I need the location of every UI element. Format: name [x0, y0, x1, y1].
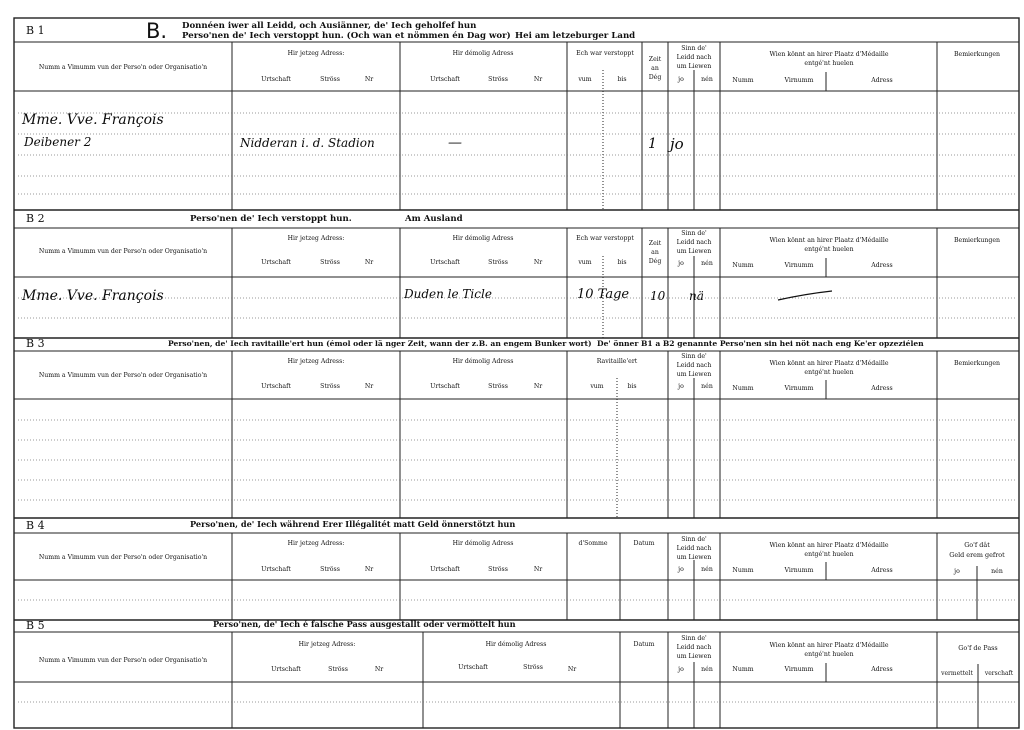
b4-gof-jo: jo [954, 568, 960, 575]
section-code-b5: B 5 [26, 619, 45, 632]
b2-jo: jo [678, 260, 684, 267]
b1-entry-days: 1 [648, 136, 657, 152]
b5-sinn-2: Leidd nach [676, 644, 712, 651]
b5-gof-pass: Go'f de Pass [958, 644, 998, 652]
b2-zeit-1: Zeit [648, 240, 662, 247]
b5-prev-addr-header: Hir démolig Adress [485, 641, 547, 648]
form-title-place: Hei am letzeburger Land [515, 31, 636, 41]
b4-prev-nr: Nr [533, 566, 543, 573]
b3-sinn-2: Leidd nach [676, 362, 712, 369]
b4-prev-addr-header: Hir démolig Adress [452, 540, 514, 547]
b2-verstoppt-header: Ech war verstoppt [576, 235, 634, 242]
b2-cur-nr: Nr [364, 259, 374, 266]
b2-cur-stross: Ströss [320, 259, 340, 266]
b3-numm: Numm [732, 385, 754, 392]
b4-cur-addr-header: Hir jetzeg Adress: [287, 540, 345, 547]
form-title-line2: Perso'nen de' Iech verstoppt hun. (Och wan et nömmen én Dag wor) [182, 31, 511, 41]
b2-sinn-1: Sinn de' [681, 230, 707, 237]
b5-adress: Adress [871, 666, 893, 673]
b4-numm: Numm [732, 567, 754, 574]
b2-wien-1: Wien könnt an hirer Plaatz d'Médaille [769, 237, 889, 244]
b2-sinn-2: Leidd nach [676, 239, 712, 246]
b5-prev-stross: Ströss [523, 664, 543, 671]
b1-cur-nr: Nr [364, 76, 374, 83]
b2-prev-addr-header: Hir démolig Adress [452, 235, 514, 242]
b1-prev-stross: Ströss [488, 76, 508, 83]
b3-sinn-1: Sinn de' [681, 353, 707, 360]
b2-numm: Numm [732, 262, 754, 269]
b1-sinn-1: Sinn de' [681, 45, 707, 52]
b4-name-header: Numm a Vimumm vun der Perso'n oder Organisatio'n [38, 554, 208, 561]
b5-virnumm: Virnumm [784, 666, 814, 673]
b5-jo: jo [678, 666, 684, 673]
b4-somme: d'Somme [578, 540, 608, 547]
b2-name-header: Numm a Vimumm vun der Perso'n oder Organisatio'n [38, 248, 208, 255]
b3-virnumm: Virnumm [784, 385, 814, 392]
b4-prev-stross: Ströss [488, 566, 508, 573]
b1-prev-nr: Nr [533, 76, 543, 83]
b4-virnumm: Virnumm [784, 567, 814, 574]
b3-wien-2: entgé'nt huelen [804, 369, 854, 376]
b5-wien-1: Wien könnt an hirer Plaatz d'Médaille [769, 642, 889, 649]
form-big-letter: B. [146, 19, 168, 43]
b3-vum: vum [590, 383, 604, 390]
b1-sinn-3: um Liewen [676, 63, 712, 70]
b3-prev-urtschaft: Urtschaft [430, 383, 460, 390]
b2-title: Perso'nen de' Iech verstoppt hun. [190, 214, 352, 224]
b3-ravitailleert: Ravitaille'ert [596, 358, 638, 365]
b3-nen: nén [701, 383, 713, 390]
b1-prev-urtschaft: Urtschaft [430, 76, 460, 83]
b1-wien-2: entgé'nt huelen [804, 60, 854, 67]
b5-prev-urtschaft: Urtschaft [458, 664, 488, 671]
b1-wien-1: Wien könnt an hirer Plaatz d'Médaille [769, 51, 889, 58]
b3-cur-urtschaft: Urtschaft [261, 383, 291, 390]
b2-virnumm: Virnumm [784, 262, 814, 269]
b1-virnumm: Virnumm [784, 77, 814, 84]
section-code-b1: B 1 [26, 24, 45, 37]
b5-sinn-3: um Liewen [676, 653, 712, 660]
b2-prev-stross: Ströss [488, 259, 508, 266]
b2-entry-name: Mme. Vve. François [22, 288, 164, 304]
section-code-b4: B 4 [26, 519, 45, 532]
b4-sinn-3: um Liewen [676, 554, 712, 561]
b5-prev-nr: Nr [567, 666, 577, 673]
b1-entry-name-1: Mme. Vve. François [22, 112, 164, 128]
b3-sinn-3: um Liewen [676, 371, 712, 378]
b1-entry-name-2: Deibener 2 [24, 135, 92, 149]
b5-cur-stross: Ströss [328, 666, 348, 673]
b2-entry-strike [778, 291, 832, 300]
b1-entry-place: Nidderan i. d. Stadion [240, 136, 375, 150]
b2-adress: Adress [871, 262, 893, 269]
b4-jo: jo [678, 566, 684, 573]
b1-nen: nén [701, 76, 713, 83]
b3-cur-stross: Ströss [320, 383, 340, 390]
b2-cur-urtschaft: Urtschaft [261, 259, 291, 266]
b1-prev-addr-header: Hir démolig Adress [452, 50, 514, 57]
section-code-b3: B 3 [26, 337, 45, 350]
b2-prev-urtschaft: Urtschaft [430, 259, 460, 266]
b2-bis: bis [617, 259, 627, 266]
b4-prev-urtschaft: Urtschaft [430, 566, 460, 573]
b4-datum: Datum [633, 540, 655, 547]
b1-vum: vum [578, 76, 592, 83]
b4-title: Perso'nen, de' Iech während Erer Illégalitét matt Geld önnerstötzt hun [190, 519, 516, 529]
b1-name-header: Numm a Vimumm vun der Perso'n oder Organisatio'n [38, 64, 208, 71]
b2-nen: nén [701, 260, 713, 267]
b4-wien-2: entgé'nt huelen [804, 551, 854, 558]
b5-cur-nr: Nr [374, 666, 384, 673]
b3-adress: Adress [871, 385, 893, 392]
b1-adress: Adress [871, 77, 893, 84]
b5-datum: Datum [633, 641, 655, 648]
form-title-line1: Donnéen iwer all Leidd, och Ausiänner, de' Iech geholfef hun [182, 21, 477, 31]
b1-sinn-2: Leidd nach [676, 54, 712, 61]
b4-adress: Adress [871, 567, 893, 574]
b5-wien-2: entgé'nt huelen [804, 651, 854, 658]
b3-name-header: Numm a Vimumm vun der Perso'n oder Organisatio'n [38, 372, 208, 379]
b1-zeit-2: an [651, 65, 659, 72]
b1-bis: bis [617, 76, 627, 83]
b2-vum: vum [578, 259, 592, 266]
b3-prev-nr: Nr [533, 383, 543, 390]
b3-prev-stross: Ströss [488, 383, 508, 390]
b2-title-place: Am Ausland [405, 214, 463, 224]
b3-bis: bis [627, 383, 637, 390]
b1-verstoppt-header: Ech war verstoppt [576, 50, 634, 57]
b4-cur-nr: Nr [364, 566, 374, 573]
b4-sinn-1: Sinn de' [681, 536, 707, 543]
b1-cur-stross: Ströss [320, 76, 340, 83]
b2-cur-addr-header: Hir jetzeg Adress: [287, 235, 345, 242]
b4-wien-1: Wien könnt an hirer Plaatz d'Médaille [769, 542, 889, 549]
b2-entry-days: 10 [650, 289, 666, 303]
b2-sinn-3: um Liewen [676, 248, 712, 255]
b2-entry-prev: Duden le Ticle [404, 287, 492, 301]
b2-wien-2: entgé'nt huelen [804, 246, 854, 253]
b4-nen: nén [701, 566, 713, 573]
b4-cur-stross: Ströss [320, 566, 340, 573]
b3-cur-nr: Nr [364, 383, 374, 390]
b3-bemierkungen: Bemierkungen [953, 360, 1001, 367]
b1-cur-addr-header: Hir jetzeg Adress: [287, 50, 345, 57]
b4-gof-geld-2: Geld erem gefrot [949, 551, 1005, 559]
b5-verschaft: verschaft [984, 670, 1014, 677]
b4-sinn-2: Leidd nach [676, 545, 712, 552]
b5-nen: nén [701, 666, 713, 673]
b5-cur-urtschaft: Urtschaft [271, 666, 301, 673]
b1-jo: jo [678, 76, 684, 83]
b1-numm: Numm [732, 77, 754, 84]
b3-wien-1: Wien könnt an hirer Plaatz d'Médaille [769, 360, 889, 367]
b5-name-header: Numm a Vimumm vun der Perso'n oder Organisatio'n [38, 657, 208, 664]
b3-prev-addr-header: Hir démolig Adress [452, 358, 514, 365]
b2-zeit-3: Dég [648, 258, 662, 265]
b3-title: Perso'nen, de' Iech ravitaille'ert hun (émol oder lä nger Zeit, wann der z.B. an engem Bunker wort) [168, 339, 592, 348]
b1-entry-alive: jo [670, 135, 684, 153]
b4-gof-nen: nén [991, 568, 1003, 575]
b2-prev-nr: Nr [533, 259, 543, 266]
b1-bemierkungen: Bemierkungen [953, 51, 1001, 58]
b3-cur-addr-header: Hir jetzeg Adress: [287, 358, 345, 365]
b2-entry-period: 10 Tage [577, 287, 630, 302]
b5-vermettelt: vermettelt [941, 670, 973, 677]
b5-sinn-1: Sinn de' [681, 635, 707, 642]
b1-zeit-1: Zeit [648, 56, 662, 63]
b2-entry-alive: nä [689, 289, 704, 303]
b5-numm: Numm [732, 666, 754, 673]
b5-cur-addr-header: Hir jetzeg Adress: [298, 641, 356, 648]
b1-entry-prev: — [448, 135, 462, 151]
b3-jo: jo [678, 383, 684, 390]
section-code-b2: B 2 [26, 212, 45, 225]
b4-gof-geld-1: Go'f dât [964, 541, 990, 549]
b1-zeit-3: Dég [648, 74, 662, 81]
b4-cur-urtschaft: Urtschaft [261, 566, 291, 573]
b3-note: De' önner B1 a B2 genannte Perso'nen sin hei nöt nach eng Ke'er opzeziélen [597, 339, 924, 348]
b5-title: Perso'nen, de' Iech é falsche Pass ausgestallt oder vermöttelt hun [213, 619, 516, 629]
b2-zeit-2: an [651, 249, 659, 256]
b1-cur-urtschaft: Urtschaft [261, 76, 291, 83]
b2-bemierkungen: Bemierkungen [953, 237, 1001, 244]
